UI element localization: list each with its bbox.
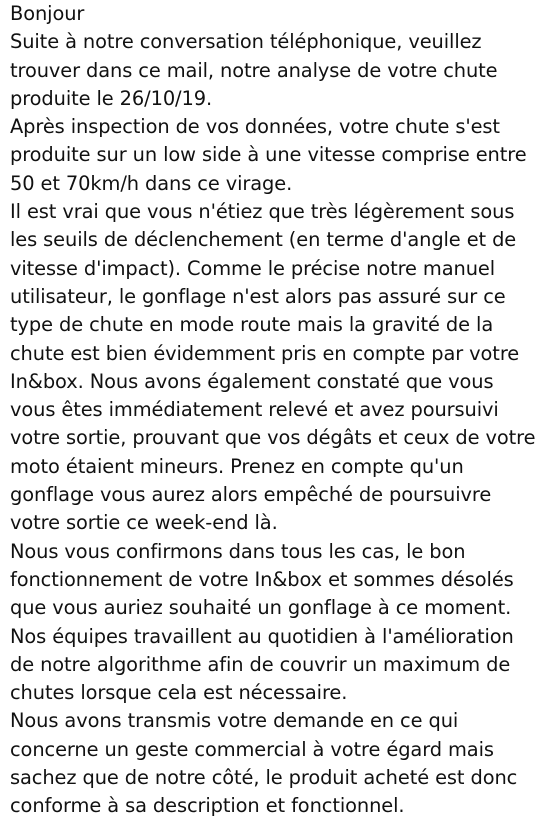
- message-line: concerne un geste commercial à votre égard mais: [10, 737, 494, 761]
- message-line: 50 et 70km/h dans ce virage.: [10, 171, 293, 195]
- message-line: votre sortie, prouvant que vos dégâts et ceux de votre: [10, 426, 536, 450]
- message-line: type de chute en mode route mais la gravité de la: [10, 313, 494, 337]
- message-line: votre sortie ce week-end là.: [10, 511, 278, 535]
- message-line: vous êtes immédiatement relevé et avez poursuivi: [10, 398, 499, 422]
- message-line: de notre algorithme afin de couvrir un maximum de: [10, 652, 511, 676]
- message-line: chute est bien évidemment pris en compte par votre: [10, 341, 520, 365]
- message-line: produite le 26/10/19.: [10, 86, 213, 110]
- message-line: Après inspection de vos données, votre chute s'est: [10, 115, 500, 139]
- message-line: Nous vous confirmons dans tous les cas, le bon: [10, 539, 466, 563]
- message-line: conforme à sa description et fonctionnel.: [10, 794, 405, 818]
- message-line: trouver dans ce mail, notre analyse de votre chute: [10, 58, 498, 82]
- message-line: Il est vrai que vous n'étiez que très légèrement sous: [10, 200, 515, 224]
- message-line: les seuils de déclenchement (en terme d'angle et de: [10, 228, 517, 252]
- message-line: Suite à notre conversation téléphonique, veuillez: [10, 30, 482, 54]
- message-line: Nos équipes travaillent au quotidien à l'amélioration: [10, 624, 514, 648]
- message-line: utilisateur, le gonflage n'est alors pas assuré sur ce: [10, 284, 506, 308]
- message-line: produite sur un low side à une vitesse comprise entre: [10, 143, 527, 167]
- message-line: fonctionnement de votre In&box et sommes désolés: [10, 567, 514, 591]
- message-line: Nous avons transmis votre demande en ce qui: [10, 709, 459, 733]
- message-line: gonflage vous aurez alors empêché de poursuivre: [10, 483, 492, 507]
- message-line: sachez que de notre côté, le produit acheté est donc: [10, 766, 518, 790]
- message-line: moto étaient mineurs. Prenez en compte qu'un: [10, 454, 464, 478]
- message-line: que vous auriez souhaité un gonflage à ce moment.: [10, 596, 512, 620]
- message-line: In&box. Nous avons également constaté que vous: [10, 369, 494, 393]
- message-line: Bonjour: [10, 2, 85, 25]
- message-line: chutes lorsque cela est nécessaire.: [10, 681, 348, 705]
- message-line: vitesse d'impact). Comme le précise notre manuel: [10, 256, 496, 280]
